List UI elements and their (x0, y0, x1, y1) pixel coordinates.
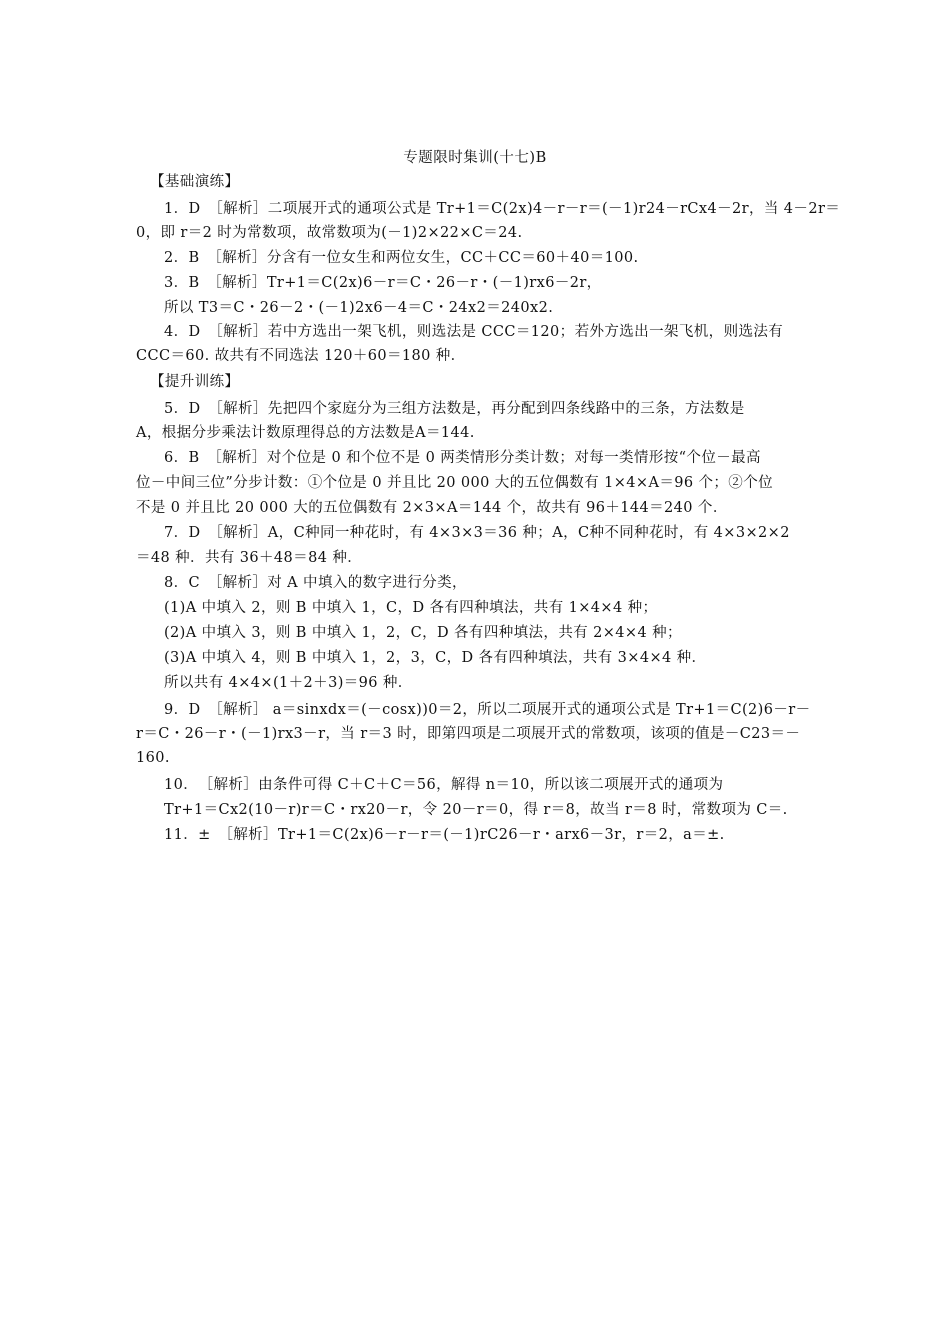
answer-line: 11．± ［解析］Tr+1＝C(2x)6－r－r＝(－1)rC26－r・arx6－3r，r＝2，a＝±. (164, 827, 725, 843)
answer-line: 5．D ［解析］先把四个家庭分为三组方法数是，再分配到四条线路中的三条，方法数是 (164, 401, 745, 417)
answer-line: Tr+1＝Cx2(10－r)r＝C・rx20－r，令 20－r＝0，得 r＝8，故当 r＝8 时，常数项为 C＝. (164, 802, 788, 818)
answer-line: 160. (136, 750, 170, 766)
answer-line: (3)A 中填入 4，则 B 中填入 1，2，3，C，D 各有四种填法，共有 3×4×4 种． (164, 650, 707, 666)
answer-line: r＝C・26－r・(－1)rx3－r，当 r＝3 时，即第四项是二项展开式的常数项，该项的值是－C23＝－ (136, 726, 801, 742)
answer-line: 不是 0 并且比 20 000 大的五位偶数有 2×3×A＝144 个，故共有 96＋144＝240 个． (136, 500, 728, 516)
answer-line: 10． ［解析］由条件可得 C＋C＋C＝56，解得 n＝10，所以该二项展开式的通项为 (164, 777, 724, 793)
answer-line: A，根据分步乘法计数原理得总的方法数是A＝144. (136, 425, 475, 441)
answer-line: 7．D ［解析］A，C种同一种花时，有 4×3×3＝36 种；A，C种不同种花时，有 4×3×2×2 (164, 525, 790, 541)
answer-line: 4．D ［解析］若中方选出一架飞机，则选法是 CCC＝120；若外方选出一架飞机，则选法有 (164, 324, 784, 340)
section-heading-advanced: 【提升训练】 (150, 374, 240, 390)
section-heading-basic: 【基础演练】 (150, 174, 240, 190)
answer-line: (1)A 中填入 2，则 B 中填入 1，C，D 各有四种填法，共有 1×4×4 种； (164, 600, 658, 616)
answer-line: 9．D ［解析］ a＝sinxdx＝(－cosx))0＝2，所以二项展开式的通项公式是 Tr+1＝C(2)6－r－ (164, 702, 811, 718)
answer-line: 2．B ［解析］分含有一位女生和两位女生，CC＋CC＝60＋40＝100. (164, 250, 639, 266)
answer-line: 所以共有 4×4×(1＋2＋3)＝96 种． (164, 675, 413, 691)
answer-line: (2)A 中填入 3，则 B 中填入 1，2，C，D 各有四种填法，共有 2×4×4 种； (164, 625, 682, 641)
answer-line: 6．B ［解析］对个位是 0 和个位不是 0 两类情形分类计数；对每一类情形按“个位－最高 (164, 450, 761, 466)
answer-line: 1．D ［解析］二项展开式的通项公式是 Tr+1＝C(2x)4－r－r＝(－1)r24－rCx4－2r，当 4－2r＝ (164, 201, 841, 217)
answer-line: 位－中间三位”分步计数：①个位是 0 并且比 20 000 大的五位偶数有 1×4×A＝96 个；②个位 (136, 475, 773, 491)
answer-line: CCC＝60. 故共有不同选法 120＋60＝180 种． (136, 348, 466, 364)
answer-line: 所以 T3＝C・26－2・(－1)2x6－4＝C・24x2＝240x2. (164, 300, 554, 316)
answer-line: ＝48 种．共有 36＋48＝84 种． (136, 550, 363, 566)
answer-line: 8．C ［解析］对 A 中填入的数字进行分类， (164, 575, 467, 591)
answer-line: 0，即 r＝2 时为常数项，故常数项为(－1)2×22×C＝24. (136, 225, 523, 241)
answer-line: 3．B ［解析］Tr+1＝C(2x)6－r＝C・26－r・(－1)rx6－2r， (164, 275, 602, 291)
document-title: 专题限时集训(十七)B (403, 150, 547, 166)
